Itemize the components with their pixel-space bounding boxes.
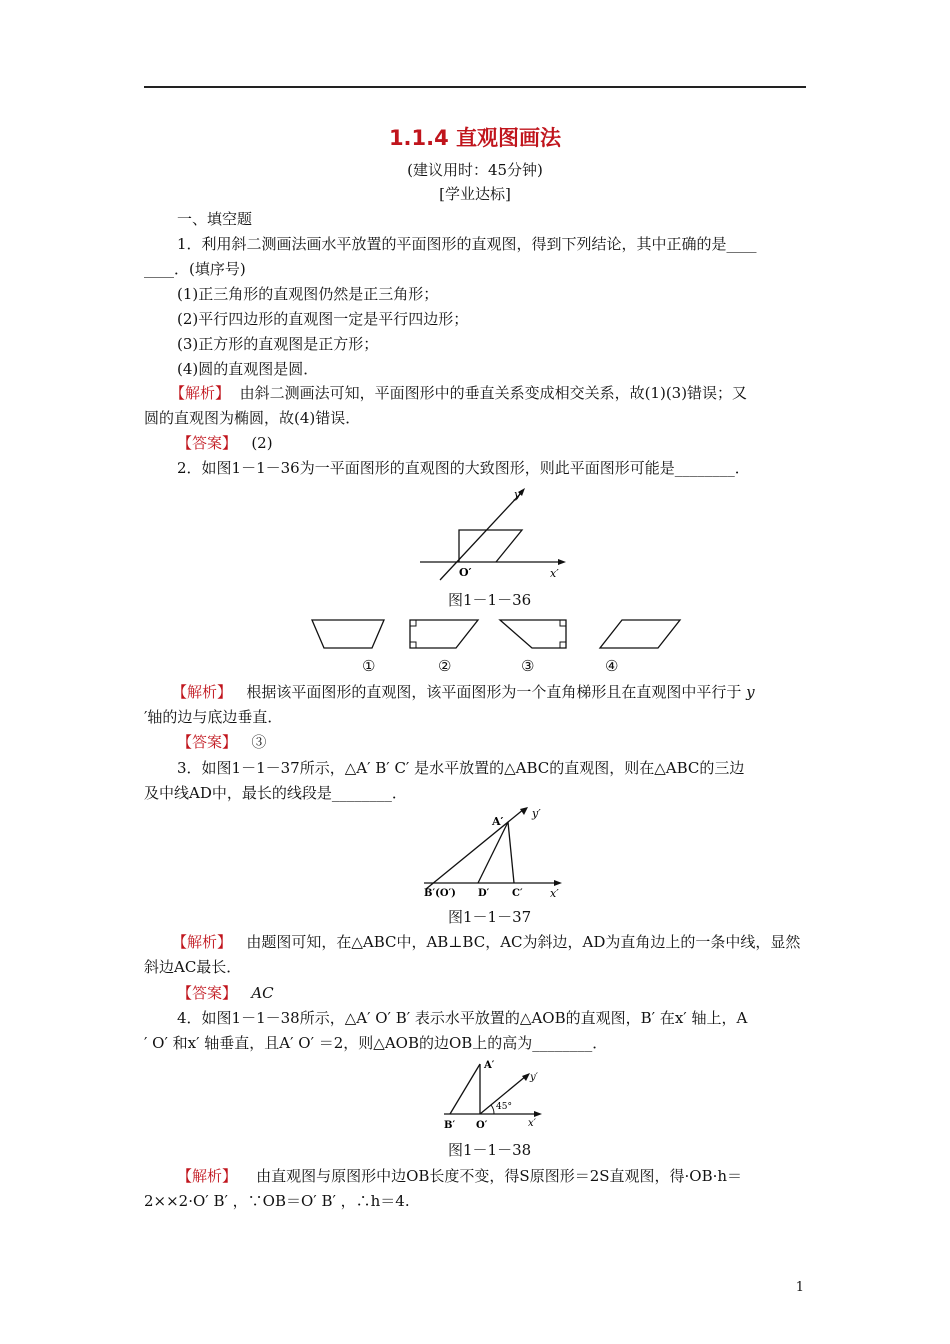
- analysis-tag: 【解析】: [177, 1167, 238, 1185]
- x-label: x′: [550, 887, 559, 900]
- y-arrow: [522, 1073, 530, 1081]
- x-arrow: [534, 1111, 542, 1117]
- section-label: [学业达标]: [439, 185, 511, 203]
- q4-stem-line2: ′ O′ 和x′ 轴垂直，且A′ O′ ＝2，则△AOB的边OB上的高为________．: [144, 1034, 608, 1052]
- q3-stem-line1: 3．如图1－1－37所示，△A′ B′ C′ 是水平放置的△ABC的直观图，则在△ABC的三边: [177, 759, 745, 777]
- page-title: 1.1.4 直观图画法: [388, 126, 562, 150]
- q3-answer: [177, 983, 274, 1003]
- q4-analysis: [177, 1166, 742, 1186]
- q2-stem: 2．如图1－1－36为一平面图形的直观图的大致图形，则此平面图形可能是________．: [177, 459, 750, 477]
- q2-analysis-text: 根据该平面图形的直观图，该平面图形为一个直角梯形且在直观图中平行于: [246, 683, 742, 701]
- choice-4-label: ④: [605, 657, 619, 675]
- top-rule: [144, 86, 806, 88]
- q2-answer-value: ③: [251, 733, 267, 751]
- q2-answer: [177, 732, 266, 752]
- choice-3-shape: [500, 620, 566, 648]
- y-label: y′: [530, 1072, 538, 1083]
- q3-answer-value: AC: [251, 984, 274, 1002]
- q4-stem-line1: 4．如图1－1－38所示，△A′ O′ B′ 表示水平放置的△AOB的直观图，B′ 在x′ 轴上，A: [177, 1009, 748, 1027]
- q3-analysis-text: 由题图可知，在△ABC中，AB⊥BC，AC为斜边，AD为直角边上的一条中线，显然: [246, 933, 801, 951]
- q1-option-4: (4)圆的直观图是圆．: [177, 360, 319, 378]
- choice-3-label: ③: [521, 657, 535, 675]
- q1-analysis: [170, 383, 747, 403]
- q2-analysis: [172, 682, 755, 702]
- side-ab: [450, 1064, 480, 1114]
- side-ac: [508, 822, 514, 883]
- choice-2-shape: [410, 620, 478, 648]
- q3-analysis-line2: 斜边AC最长．: [144, 958, 242, 976]
- q1-answer: [177, 433, 273, 453]
- label-d: D′: [478, 888, 490, 899]
- label-b: B′: [444, 1120, 456, 1131]
- x-label: x′: [550, 567, 559, 580]
- q1-answer-value: (2): [251, 434, 273, 452]
- choice-2-label: ②: [438, 657, 452, 675]
- origin-label: O′: [459, 566, 472, 579]
- label-a: A′: [492, 815, 504, 828]
- angle-arc: [491, 1105, 494, 1114]
- q2-analysis-var: y: [746, 683, 755, 701]
- label-b-o: B′(O′): [424, 888, 456, 899]
- part-heading: 一、填空题: [177, 210, 253, 228]
- label-o: O′: [476, 1120, 488, 1131]
- answer-tag: 【答案】: [177, 434, 238, 452]
- q1-stem-line2: ____．(填序号): [144, 260, 246, 278]
- q2-fig-caption: 图1－1－36: [448, 591, 532, 609]
- answer-tag: 【答案】: [177, 984, 238, 1002]
- q4-analysis-text: 由直观图与原图形中边OB长度不变，得S原图形＝2S直观图，得·OB·h＝: [256, 1167, 743, 1185]
- analysis-tag: 【解析】: [172, 683, 233, 701]
- q2-analysis-line2: ′轴的边与底边垂直．: [144, 708, 283, 726]
- q1-analysis-text: 由斜二测画法可知，平面图形中的垂直关系变成相交关系，故(1)(3)错误；又: [239, 384, 748, 402]
- choice-4-shape: [600, 620, 680, 648]
- q3-analysis: [172, 932, 800, 952]
- label-a: A′: [484, 1060, 495, 1071]
- y-axis: [440, 492, 522, 580]
- choice-1-label: ①: [362, 657, 376, 675]
- right-angle-mark: [410, 620, 416, 626]
- q4-analysis-line2: 2××2·O′ B′ ，∵OB＝O′ B′ ，∴h＝4.: [144, 1192, 410, 1210]
- y-label: y′: [514, 488, 523, 501]
- x-arrow: [554, 880, 562, 886]
- q1-option-1: (1)正三角形的直观图仍然是正三角形；: [177, 285, 439, 303]
- side-ad: [478, 822, 508, 883]
- q1-option-3: (3)正方形的直观图是正方形；: [177, 335, 379, 353]
- x-arrow: [558, 559, 566, 565]
- q4-fig-caption: 图1－1－38: [448, 1141, 532, 1159]
- x-label: x′: [528, 1118, 536, 1129]
- q3-stem-line2: 及中线AD中，最长的线段是________．: [144, 784, 407, 802]
- angle-label: 45°: [496, 1102, 512, 1112]
- right-angle-mark: [560, 620, 566, 626]
- label-c: C′: [512, 888, 523, 899]
- figure-1-1-37: [412, 805, 568, 905]
- analysis-tag: 【解析】: [172, 933, 233, 951]
- q3-fig-caption: 图1－1－37: [448, 908, 532, 926]
- q1-option-2: (2)平行四边形的直观图一定是平行四边形；: [177, 310, 469, 328]
- right-angle-mark: [410, 642, 416, 648]
- page-number: 1: [795, 1280, 804, 1295]
- y-label: y′: [532, 807, 541, 820]
- q2-choice-shapes: [310, 618, 700, 654]
- analysis-tag: 【解析】: [170, 384, 231, 402]
- trapezoid-shape: [459, 530, 522, 562]
- choice-1-shape: [312, 620, 384, 648]
- right-angle-mark: [560, 642, 566, 648]
- y-axis: [426, 809, 524, 889]
- q1-analysis-line2: 圆的直观图为椭圆，故(4)错误．: [144, 409, 361, 427]
- q1-stem-line1: 1．利用斜二测画法画水平放置的平面图形的直观图，得到下列结论，其中正确的是____: [177, 235, 757, 253]
- figure-1-1-38: [440, 1056, 550, 1136]
- answer-tag: 【答案】: [177, 733, 238, 751]
- figure-1-1-36: [410, 482, 570, 588]
- time-hint: (建议用时：45分钟): [407, 161, 543, 179]
